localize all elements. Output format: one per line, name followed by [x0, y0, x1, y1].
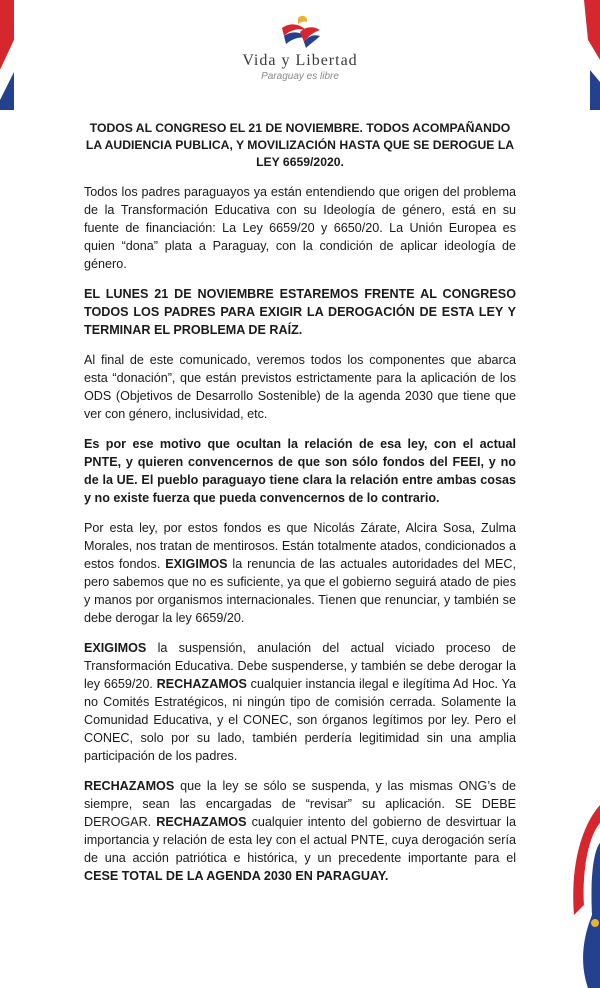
paragraph-7-text-d: cualquier intento del gobierno de desvirtuar la importancia y relación de esta ley con el actual PNTE, cuya derogación sería de una acción patriótica e histórica, y un precedente importante para el	[84, 815, 516, 865]
paragraph-2: EL LUNES 21 DE NOVIEMBRE ESTAREMOS FRENTE AL CONGRESO TODOS LOS PADRES PARA EXIGIR LA DEROGACIÓN DE ESTA LEY Y TERMINAR EL PROBLEMA DE RAÍZ.	[84, 287, 516, 337]
rechazamos-emphasis: RECHAZAMOS	[156, 677, 247, 691]
headline: TODOS AL CONGRESO EL 21 DE NOVIEMBRE. TODOS ACOMPAÑANDO LA AUDIENCIA PUBLICA, Y MOVILIZACIÓN HASTA QUE SE DEROGUE LA LEY 6659/2020.	[85, 121, 515, 169]
paragraph-3: Al final de este comunicado, veremos todos los componentes que abarca esta “donación”, que están previstos estrictamente para la aplicación de los ODS (Objetivos de Desarrollo Sostenible) de la agenda 2030 que tiene que ver con género, inclusividad, etc.	[84, 353, 516, 421]
paragraph-1: Todos los padres paraguayos ya están entendiendo que origen del problema de la Transformación Educativa con su Ideología de género, está en su fuente de financiación: La Ley 6659/20 y 6650/20. La Unión Europea es quien “dona” plata a Paraguay, con la condición de aplicar ideología de género.	[84, 185, 516, 271]
rechazamos-emphasis: RECHAZAMOS	[156, 815, 247, 829]
rechazamos-emphasis: RECHAZAMOS	[84, 779, 175, 793]
flag-ribbon-right-bottom	[562, 805, 600, 988]
cese-agenda-emphasis: CESE TOTAL DE LA AGENDA 2030 EN PARAGUAY.	[84, 869, 389, 883]
paragraph-7-text-b: que la ley se sólo se suspenda, y las mismas ONG’s de siempre, sean las encargadas de “revisar” su aplicación. SE DEBE DEROGAR.	[84, 779, 516, 829]
dove-flag-icon	[276, 14, 324, 50]
paragraph-5	[84, 519, 516, 627]
paragraph-4: Es por ese motivo que ocultan la relación de esa ley, con el actual PNTE, y quieren convencernos de que son sólo fondos del FEEI, y no de la UE. El pueblo paraguayo tiene clara la relación entre ambas cosas y no existe fuerza que pueda convencernos de lo contrario.	[84, 437, 516, 505]
paragraph-6	[84, 639, 516, 765]
exigimos-emphasis: EXIGIMOS	[84, 641, 147, 655]
exigimos-emphasis: EXIGIMOS	[165, 557, 228, 571]
logo-title: Vida y Libertad	[242, 52, 358, 69]
paragraph-5-text-c: la renuncia de las actuales autoridades del MEC, pero sabemos que no es suficiente, ya que el gobierno seguirá atado de pies y manos por organismos internacionales. Tienen que renunciar, y también se debe derogar la ley 6659/20.	[84, 557, 516, 625]
paragraph-6-text-b: la suspensión, anulación del actual viciado proceso de Transformación Educativa. Debe suspenderse, y también se debe derogar la ley 6659/20.	[84, 641, 516, 691]
paragraph-5-text-a: Por esta ley, por estos fondos es que Nicolás Zárate, Alcira Sosa, Zulma Morales, nos tratan de mentirosos. Están totalmente atados, condicionados a estos fondos.	[84, 521, 516, 571]
paragraph-7	[84, 777, 516, 885]
document-body	[84, 120, 516, 897]
paragraph-6-text-d: cualquier instancia ilegal e ilegítima Ad Hoc. Ya no Comités Estratégicos, ni ningún tipo de comisión cerrada. Solamente la Comunidad Educativa, y el CONEC, son órganos legítimos por ley. Pero el CONEC, solo por su lado, también perdería legitimidad sin una amplia participación de los padres.	[84, 677, 516, 763]
logo-subtitle: Paraguay es libre	[261, 71, 339, 82]
logo	[0, 14, 600, 82]
